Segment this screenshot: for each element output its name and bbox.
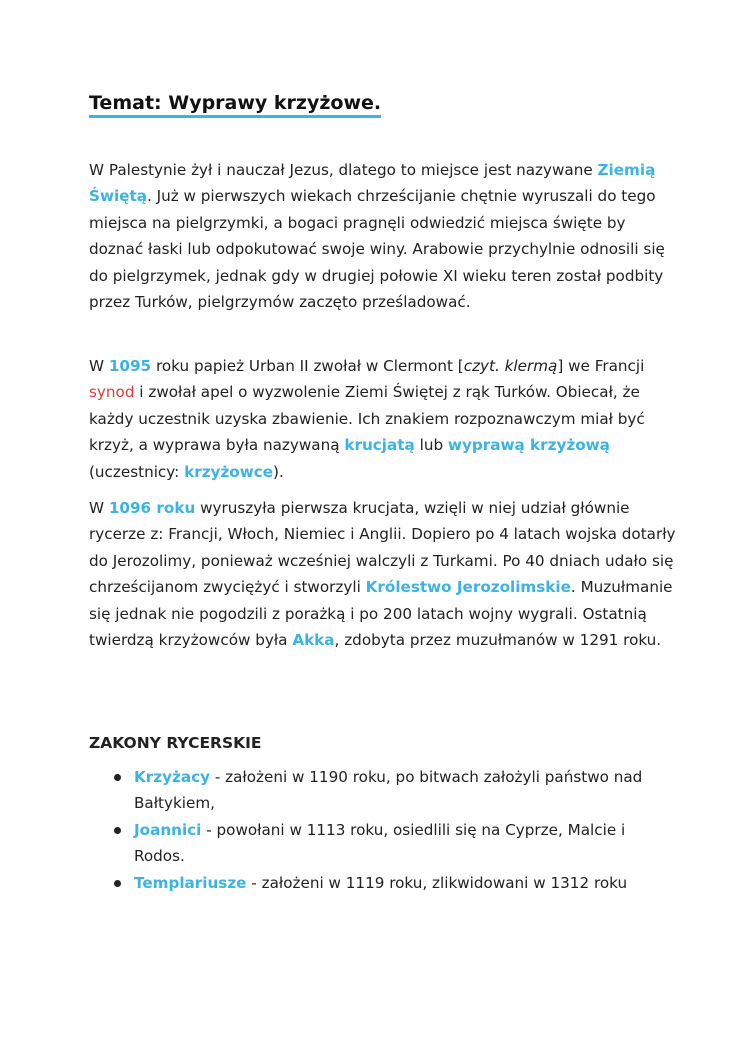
- text: . Już w pierwszych wiekach chrześcijanie chętnie wyruszali do tego miejsca na pielgrzymki, a bogaci pragnęli odwiedzić miejsca święte by doznać łaski lub odpokutować swoje winy. Arabowie przychylnie odnosili się do pielgrzymek, jednak gdy w drugiej połowie XI wieku teren został podbity przez Turków, pielgrzymów zaczęto prześladować.: [89, 187, 665, 312]
- order-description: - założeni w 1119 roku, zlikwidowani w 1312 roku: [246, 873, 628, 892]
- text: W: [89, 357, 109, 375]
- order-description: - założeni w 1190 roku, po bitwach założyli państwo nad Bałtykiem,: [134, 768, 643, 813]
- term-crusaders: krzyżowce: [184, 462, 274, 481]
- text: W: [89, 499, 109, 517]
- order-name: Joannici: [134, 820, 202, 839]
- text: lub: [414, 436, 448, 455]
- text: roku papież Urban II zwołał w Clermont [: [151, 357, 464, 375]
- page-title: Temat: Wyprawy krzyżowe.: [89, 92, 381, 118]
- order-name: Templariusze: [134, 873, 247, 892]
- order-name: Krzyżacy: [134, 768, 210, 786]
- paragraph-1095: [89, 353, 679, 485]
- term-synod: synod: [89, 383, 135, 402]
- list-item: [110, 764, 670, 817]
- bullet-icon: [114, 774, 121, 781]
- text: , zdobyta przez muzułmanów w 1291 roku.: [334, 631, 662, 650]
- pronunciation-note: czyt. klermą: [463, 357, 558, 375]
- bullet-icon: [114, 880, 121, 887]
- term-crusade-expedition: wyprawą krzyżową: [447, 436, 610, 455]
- text: wyruszyła pierwsza krucjata, wzięli w niej udział głównie rycerze z: Francji, Włoch, Niemiec i Anglii. Dopiero po 4 latach wojska dotarły do Jerozolimy, ponieważ wcześniej walczyli z Turkami. Po 40 dniach udało się chrześcijanom zwyciężyć i stworzyli: [89, 499, 676, 597]
- term-crusade: krucjatą: [344, 436, 415, 455]
- order-description: - powołani w 1113 roku, osiedlili się na Cyprze, Malcie i Rodos.: [134, 820, 626, 866]
- term-akka: Akka: [292, 631, 335, 650]
- text: . Muzułmanie się jednak nie pogodzili z porażką i po 200 latach wojny wygrali. Ostatnią twierdzą krzyżowców była: [89, 578, 673, 650]
- section-heading: ZAKONY RYCERSKIE: [89, 734, 262, 752]
- paragraph-holy-land: [89, 157, 679, 315]
- orders-list: [110, 764, 670, 896]
- bullet-icon: [114, 827, 121, 834]
- list-item: [110, 870, 670, 896]
- text: (uczestnicy:: [89, 462, 185, 481]
- term-kingdom-of-jerusalem: Królestwo Jerozolimskie: [365, 578, 571, 597]
- text: ).: [273, 462, 284, 481]
- list-item: [110, 817, 670, 870]
- text: i zwołał apel o wyzwolenie Ziemi Świętej z rąk Turków. Obiecał, że każdy uczestnik uzyska zbawienie. Ich znakiem rozpoznawczym miał być krzyż, a wyprawa była nazywaną: [89, 383, 645, 455]
- year-1095: 1095: [108, 357, 152, 375]
- text: W Palestynie żył i nauczał Jezus, dlatego to miejsce jest nazywane: [89, 161, 598, 179]
- term-holy-land: Ziemią Świętą: [89, 161, 656, 206]
- text: ] we Francji: [557, 357, 645, 375]
- year-1096: 1096 roku: [108, 499, 196, 517]
- paragraph-1096: [89, 495, 679, 653]
